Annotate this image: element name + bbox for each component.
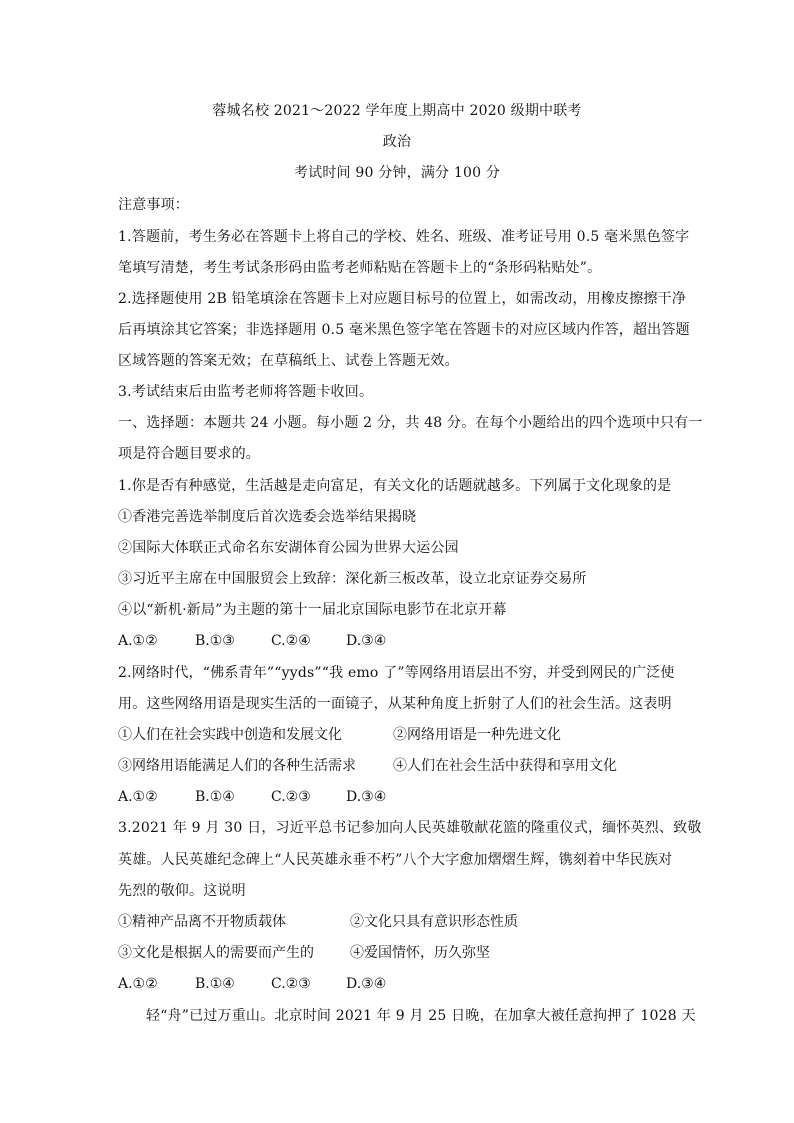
notice-item-3: 3.考试结束后由监考老师将答题卡收回。 (118, 384, 374, 400)
question-3-stem-line-2: 英雄。人民英雄纪念碑上“人民英雄永垂不朽”八个大字愈加熠熠生辉，镌刻着中华民族对 (118, 852, 673, 868)
question-3-statement-2: ②文化只具有意识形态性质 (350, 914, 518, 930)
question-1-option-d: D.③④ (346, 633, 387, 649)
question-3-option-a: A.①② (118, 976, 158, 992)
exam-info: 考试时间 90 分钟，满分 100 分 (293, 165, 501, 181)
notice-item-2-line-2: 后再填涂其它答案；非选择题用 0.5 毫米黑色签字笔在答题卡的对应区域内作答，超出答题 (118, 322, 690, 338)
question-1-statement-4: ④以“新机·新局”为主题的第十一届北京国际电影节在北京开幕 (118, 602, 507, 618)
question-3-option-d: D.③④ (346, 976, 387, 992)
question-2-stem-line-2: 用。这些网络用语是现实生活的一面镜子，从某种角度上折射了人们的社会生活。这表明 (118, 696, 672, 712)
question-2-statement-2: ②网络用语是一种先进文化 (393, 727, 561, 743)
question-3-option-c: C.②③ (271, 976, 311, 992)
notice-item-2-line-3: 区域答题的答案无效；在草稿纸上、试卷上答题无效。 (118, 353, 459, 369)
question-1-statement-1: ①香港完善选举制度后首次选委会选举结果揭晓 (118, 509, 417, 525)
question-3-statement-4: ④爱国情怀，历久弥坚 (350, 945, 490, 961)
question-3-statement-3: ③文化是根据人的需要而产生的 (118, 945, 314, 961)
notice-heading: 注意事项： (118, 197, 189, 213)
question-2-option-c: C.②③ (271, 789, 311, 805)
question-2-option-d: D.③④ (346, 789, 387, 805)
question-1-option-a: A.①② (118, 633, 158, 649)
notice-item-1-line-2: 笔填写清楚，考生考试条形码由监考老师粘贴在答题卡上的“条形码粘贴处”。 (118, 260, 602, 276)
question-2-statement-4: ④人们在社会生活中获得和享用文化 (393, 758, 617, 774)
question-1-statement-3: ③习近平主席在中国服贸会上致辞：深化新三板改革，设立北京证券交易所 (118, 571, 587, 587)
section-1-line-2: 项是符合题目要求的。 (118, 446, 260, 462)
question-3-option-b: B.①④ (195, 976, 235, 992)
exam-title: 蓉城名校 2021～2022 学年度上期高中 2020 级期中联考 (212, 103, 582, 119)
question-2-statement-1: ①人们在社会实践中创造和发展文化 (118, 727, 342, 743)
question-3-statement-1: ①精神产品离不开物质载体 (118, 914, 286, 930)
exam-subject: 政治 (382, 134, 412, 150)
notice-item-2-line-1: 2.选择题使用 2B 铅笔填涂在答题卡上对应题目标号的位置上，如需改动，用橡皮擦擦干净 (118, 291, 687, 307)
question-2-stem-line-1: 2.网络时代，“佛系青年”“yyds”“我 emo 了”等网络用语层出不穷，并受到网民的广泛使 (118, 665, 675, 681)
question-3-stem-line-1: 3.2021 年 9 月 30 日，习近平总书记参加向人民英雄敬献花篮的隆重仪式，缅怀英烈、致敬 (118, 820, 702, 836)
passage-line-1: 轻“舟”已过万重山。北京时间 2021 年 9 月 25 日晚，在加拿大被任意拘押了 1028 天 (146, 1008, 696, 1024)
question-2-option-b: B.①④ (195, 789, 235, 805)
question-2-statement-3: ③网络用语能满足人们的各种生活需求 (118, 758, 356, 774)
question-1-statement-2: ②国际大体联正式命名东安湖体育公园为世界大运公园 (118, 540, 459, 556)
notice-item-1-line-1: 1.答题前，考生务必在答题卡上将自己的学校、姓名、班级、准考证号用 0.5 毫米黑色签字 (118, 229, 690, 245)
question-1-option-b: B.①③ (195, 633, 235, 649)
question-2-option-a: A.①② (118, 789, 158, 805)
question-1-stem: 1.你是否有种感觉，生活越是走向富足，有关文化的话题就越多。下列属于文化现象的是 (118, 478, 672, 494)
question-1-option-c: C.②④ (271, 633, 311, 649)
question-3-stem-line-3: 先烈的敬仰。这说明 (118, 883, 246, 899)
section-1-line-1: 一、选择题：本题共 24 小题。每小题 2 分，共 48 分。在每个小题给出的四个选项中只有一 (118, 415, 703, 431)
